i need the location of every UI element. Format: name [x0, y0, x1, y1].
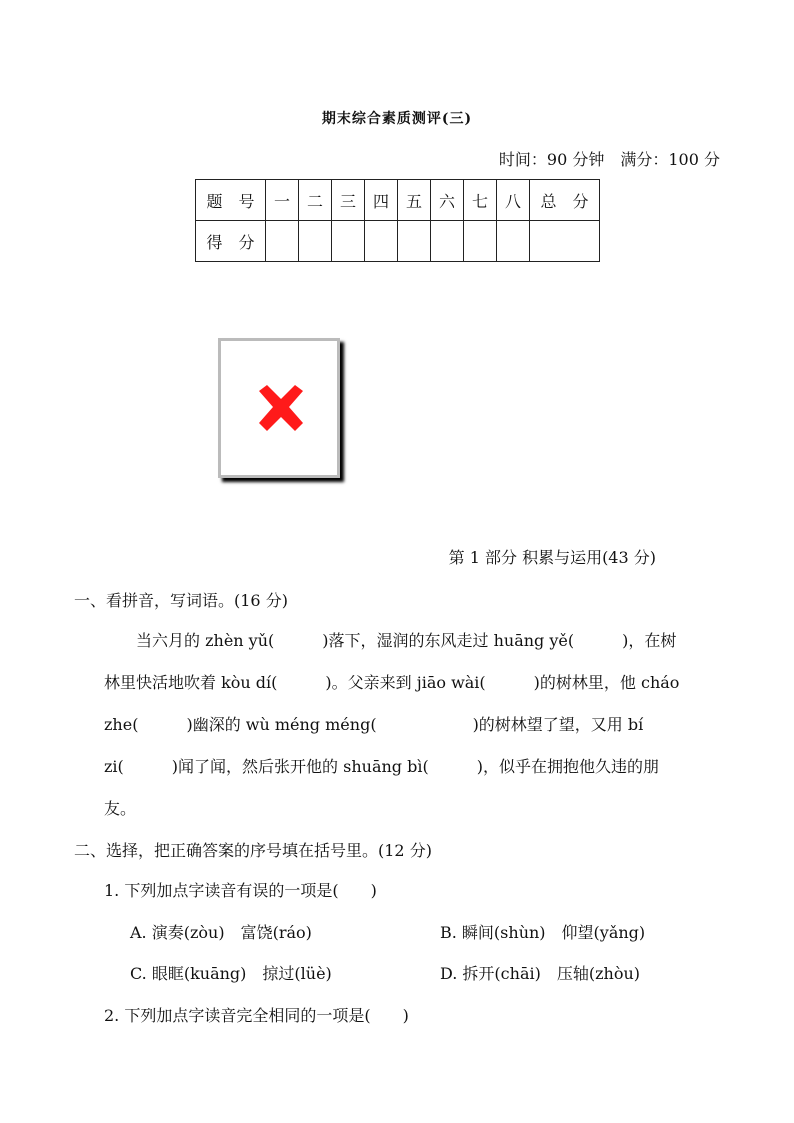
table-cell: 一	[266, 180, 299, 221]
time-info: 时间：90 分钟 满分：100 分	[498, 150, 720, 169]
table-cell: 得 分	[196, 221, 266, 262]
table-cell: 八	[497, 180, 530, 221]
table-row	[196, 180, 600, 221]
table-cell	[365, 221, 398, 262]
q2-sub-1: 1. 下列加点字读音有误的一项是( )	[104, 881, 377, 900]
q1-line-5: 友。	[104, 799, 137, 818]
question-2-heading: 二、选择，把正确答案的序号填在括号里。(12 分)	[74, 841, 432, 860]
q1-line-2: 林里快活地吹着 kòu dí( )。父亲来到 jiāo wài( )的树林里，他 cháo	[104, 673, 680, 692]
table-cell: 题 号	[196, 180, 266, 221]
table-cell: 三	[332, 180, 365, 221]
q1-line-3: zhe( )幽深的 wù méng méng( )的树林望了望，又用 bí	[104, 715, 644, 734]
q1-line-4: zi( )闻了闻，然后张开他的 shuāng bì( )，似乎在拥抱他久违的朋	[104, 757, 659, 776]
question-1-heading: 一、看拼音，写词语。(16 分)	[74, 591, 288, 610]
table-cell: 总 分	[530, 180, 600, 221]
table-cell	[497, 221, 530, 262]
table-cell: 四	[365, 180, 398, 221]
table-cell: 二	[299, 180, 332, 221]
table-cell	[530, 221, 600, 262]
table-cell	[398, 221, 431, 262]
q2-sub-2: 2. 下列加点字读音完全相同的一项是( )	[104, 1006, 409, 1025]
option-d: D. 拆开(chāi) 压轴(zhòu)	[440, 964, 640, 983]
table-cell: 六	[431, 180, 464, 221]
table-row	[196, 221, 600, 262]
red-x-icon	[253, 381, 309, 437]
score-table	[195, 179, 600, 262]
section-heading: 第 1 部分 积累与运用(43 分)	[448, 548, 656, 567]
table-cell	[299, 221, 332, 262]
q1-line-1: 当六月的 zhèn yǔ( )落下，湿润的东风走过 huāng yě( )，在树	[104, 631, 677, 650]
table-cell	[464, 221, 497, 262]
option-b: B. 瞬间(shùn) 仰望(yǎng)	[440, 923, 646, 942]
broken-image-placeholder	[218, 338, 340, 478]
option-a: A. 演奏(zòu) 富饶(ráo)	[130, 923, 312, 942]
table-cell	[332, 221, 365, 262]
table-cell: 七	[464, 180, 497, 221]
table-cell	[431, 221, 464, 262]
table-cell	[266, 221, 299, 262]
page-title: 期末综合素质测评(三)	[321, 111, 473, 127]
table-cell: 五	[398, 180, 431, 221]
option-c: C. 眼眶(kuāng) 掠过(lüè)	[130, 964, 332, 983]
